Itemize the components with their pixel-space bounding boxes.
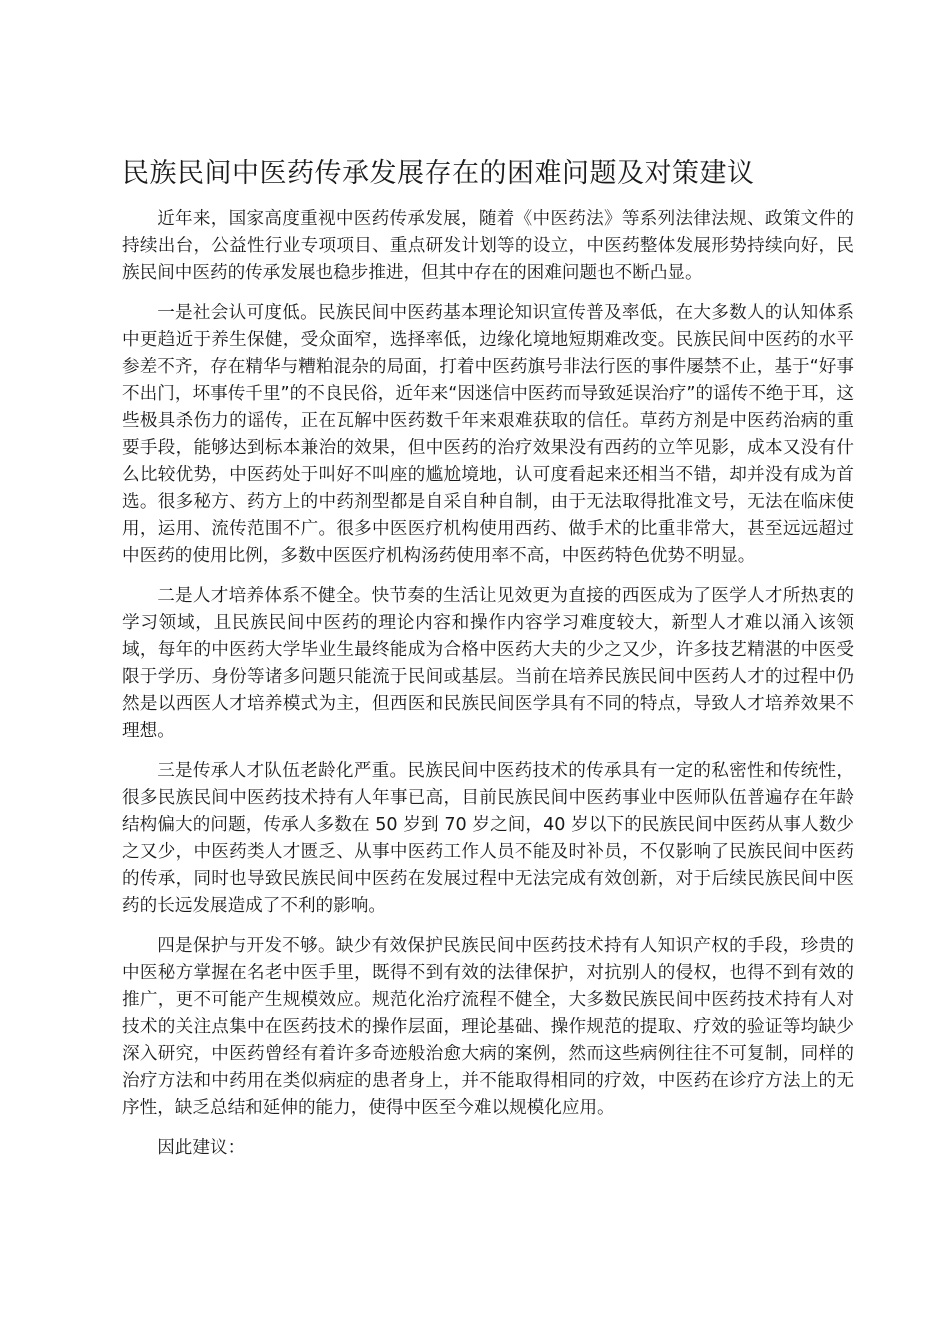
paragraph-talent-training: 二是人才培养体系不健全。快节奏的生活让见效更为直接的西医成为了医学人才所热衷的学习领域，且民族民间中医药的理论内容和操作内容学习难度较大，新型人才难以涌入该领域，每年的中医药大学毕业生最终能成为合格中医药大夫的少之又少，许多技艺精湛的中医受限于学历、身份等诸多问题只能流于民间或基层。当前在培养民族民间中医药人才的过程中仍然是以西医人才培养模式为主，但西医和民族民间医学具有不同的特点，导致人才培养效果不理想。 [122, 586, 854, 741]
paragraph-intro: 近年来，国家高度重视中医药传承发展，随着《中医药法》等系列法律法规、政策文件的持续出台，公益性行业专项项目、重点研发计划等的设立，中医药整体发展形势持续向好，民族民间中医药的传承发展也稳步推进，但其中存在的困难问题也不断凸显。 [122, 209, 854, 283]
paragraph-social-recognition: 一是社会认可度低。民族民间中医药基本理论知识宣传普及率低，在大多数人的认知体系中更趋近于养生保健，受众面窄，选择率低，边缘化境地短期难改变。民族民间中医药的水平参差不齐，存在精华与糟粕混杂的局面，打着中医药旗号非法行医的事件屡禁不止，基于“好事不出门，坏事传千里”的不良民俗，近年来“因迷信中医药而导致延误治疗”的谣传不绝于耳，这些极具杀伤力的谣传，正在瓦解中医药数千年来艰难获取的信任。草药方剂是中医药治病的重要手段，能够达到标本兼治的效果，但中医药的治疗效果没有西药的立竿见影，成本又没有什么比较优势，中医药处于叫好不叫座的尴尬境地，认可度看起来还相当不错，却并没有成为首选。很多秘方、药方上的中药剂型都是自采自种自制，由于无法取得批准文号，无法在临床使用，运用、流传范围不广。很多中医医疗机构使用西药、做手术的比重非常大，甚至远远超过中医药的使用比例，多数中医医疗机构汤药使用率不高，中医药特色优势不明显。 [122, 303, 854, 566]
paragraph-protection-development: 四是保护与开发不够。缺少有效保护民族民间中医药技术持有人知识产权的手段，珍贵的中医秘方掌握在名老中医手里，既得不到有效的法律保护，对抗别人的侵权，也得不到有效的推广，更不可能产生规模效应。规范化治疗流程不健全，大多数民族民间中医药技术持有人对技术的关注点集中在医药技术的操作层面，理论基础、操作规范的提取、疗效的验证等均缺少深入研究，中医药曾经有着许多奇迹般治愈大病的案例，然而这些病例往往不可复制，同样的治疗方法和中药用在类似病症的患者身上，并不能取得相同的疗效，中医药在诊疗方法上的无序性，缺乏总结和延伸的能力，使得中医至今难以规模化应用。 [122, 936, 854, 1118]
document-title: 民族民间中医药传承发展存在的困难问题及对策建议 [122, 158, 755, 189]
document-body [122, 206, 854, 1162]
paragraph-aging-inheritors: 三是传承人才队伍老龄化严重。民族民间中医药技术的传承具有一定的私密性和传统性，很多民族民间中医药技术持有人年事已高，目前民族民间中医药事业中医师队伍普遍存在年龄结构偏大的问题，传承人多数在 50 岁到 70 岁之间，40 岁以下的民族民间中医药从事人数少之又少，中医药类人才匮乏、从事中医药工作人员不能及时补员，不仅影响了民族民间中医药的传承，同时也导致民族民间中医药在发展过程中无法完成有效创新，对于后续民族民间中医药的长远发展造成了不利的影响。 [122, 761, 854, 916]
paragraph-suggestions-lead: 因此建议： [157, 1138, 246, 1158]
